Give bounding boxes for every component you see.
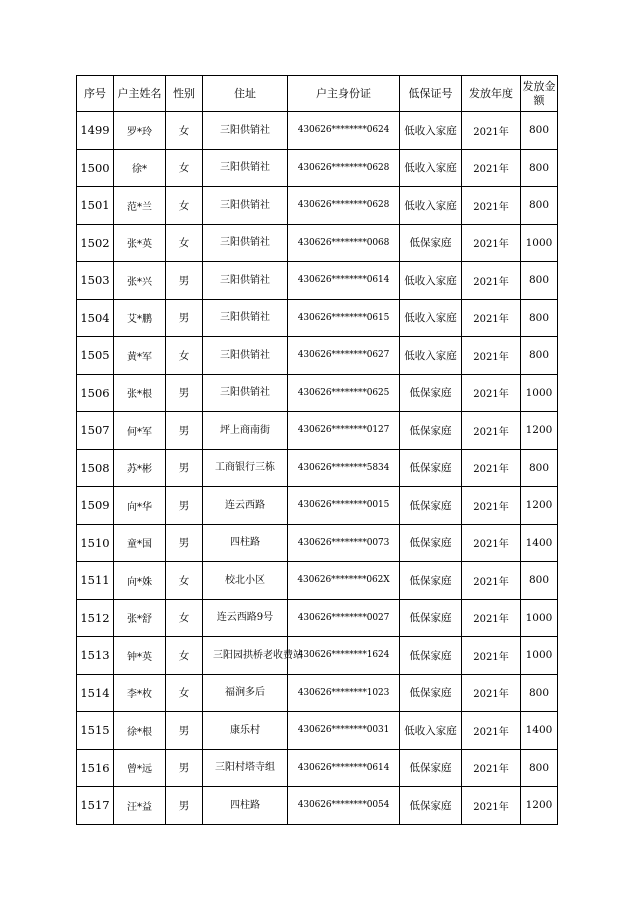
serial-number-cell: 1504 (77, 299, 114, 337)
table-row (77, 262, 558, 300)
address-cell (203, 599, 288, 637)
name-cell: 苏*彬 (114, 449, 166, 487)
id-number-cell: 430626********5834 (288, 449, 400, 487)
name-cell: 向*华 (114, 487, 166, 525)
address-text: 三阳供销社 (220, 312, 270, 324)
year-cell: 2021年 (462, 749, 521, 787)
id-number-cell: 430626********0624 (288, 112, 400, 150)
address-cell (203, 299, 288, 337)
serial-number-cell: 1503 (77, 262, 114, 300)
year-cell: 2021年 (462, 599, 521, 637)
serial-number-cell: 1508 (77, 449, 114, 487)
id-number-cell: 430626********0031 (288, 712, 400, 750)
name-cell: 张*兴 (114, 262, 166, 300)
gender-cell: 男 (166, 449, 203, 487)
header-serial-number: 序号 (77, 76, 114, 112)
certificate-type-cell: 低收入家庭 (400, 187, 462, 225)
address-cell (203, 749, 288, 787)
address-text: 三阳园拱桥老收费站 (213, 649, 303, 661)
address-cell (203, 787, 288, 825)
amount-cell: 800 (521, 562, 558, 600)
amount-cell: 1000 (521, 637, 558, 675)
header-row (77, 76, 558, 112)
amount-cell: 1000 (521, 374, 558, 412)
serial-number-cell: 1510 (77, 524, 114, 562)
gender-cell: 女 (166, 637, 203, 675)
address-cell (203, 374, 288, 412)
amount-cell: 1000 (521, 224, 558, 262)
gender-cell: 男 (166, 524, 203, 562)
address-cell (203, 712, 288, 750)
serial-number-cell: 1505 (77, 337, 114, 375)
name-cell: 童*国 (114, 524, 166, 562)
year-cell: 2021年 (462, 149, 521, 187)
table-row (77, 637, 558, 675)
certificate-type-cell: 低收入家庭 (400, 337, 462, 375)
serial-number-cell: 1511 (77, 562, 114, 600)
gender-cell: 女 (166, 224, 203, 262)
amount-cell: 800 (521, 112, 558, 150)
table-row (77, 374, 558, 412)
header-address: 住址 (203, 76, 288, 112)
year-cell: 2021年 (462, 787, 521, 825)
name-cell: 徐* (114, 149, 166, 187)
certificate-type-cell: 低保家庭 (400, 787, 462, 825)
gender-cell: 男 (166, 787, 203, 825)
gender-cell: 男 (166, 749, 203, 787)
address-text: 连云西路9号 (216, 612, 274, 624)
id-number-cell: 430626********0625 (288, 374, 400, 412)
table-row (77, 524, 558, 562)
year-cell: 2021年 (462, 637, 521, 675)
address-cell (203, 637, 303, 675)
address-text: 四柱路 (230, 537, 260, 549)
id-number-cell: 430626********0627 (288, 337, 400, 375)
certificate-type-cell: 低保家庭 (400, 749, 462, 787)
table-row (77, 674, 558, 712)
name-cell: 黄*军 (114, 337, 166, 375)
header-householder-name: 户主姓名 (114, 76, 166, 112)
serial-number-cell: 1502 (77, 224, 114, 262)
address-cell (203, 224, 288, 262)
year-cell: 2021年 (462, 412, 521, 450)
gender-cell: 女 (166, 187, 203, 225)
certificate-type-cell: 低保家庭 (400, 599, 462, 637)
table-row (77, 487, 558, 525)
gender-cell: 男 (166, 262, 203, 300)
year-cell: 2021年 (462, 337, 521, 375)
amount-cell: 1200 (521, 487, 558, 525)
id-number-cell: 430626********0614 (288, 262, 400, 300)
address-text: 坪上商南街 (220, 424, 270, 436)
address-cell (203, 449, 288, 487)
year-cell: 2021年 (462, 112, 521, 150)
name-cell: 曾*远 (114, 749, 166, 787)
table-row (77, 337, 558, 375)
address-cell (203, 262, 288, 300)
year-cell: 2021年 (462, 712, 521, 750)
id-number-cell: 430626********1624 (288, 637, 400, 675)
address-cell (203, 412, 288, 450)
address-text: 连云西路 (225, 499, 265, 511)
certificate-type-cell: 低收入家庭 (400, 299, 462, 337)
serial-number-cell: 1512 (77, 599, 114, 637)
certificate-type-cell: 低收入家庭 (400, 149, 462, 187)
id-number-cell: 430626********0615 (288, 299, 400, 337)
address-text: 工商银行三栋 (215, 462, 275, 474)
serial-number-cell: 1515 (77, 712, 114, 750)
table-row (77, 562, 558, 600)
serial-number-cell: 1513 (77, 637, 114, 675)
certificate-type-cell: 低保家庭 (400, 637, 462, 675)
certificate-type-cell: 低收入家庭 (400, 712, 462, 750)
serial-number-cell: 1516 (77, 749, 114, 787)
address-text: 三阳供销社 (220, 387, 270, 399)
id-number-cell: 430626********0027 (288, 599, 400, 637)
amount-cell: 1000 (521, 599, 558, 637)
amount-cell: 1400 (521, 712, 558, 750)
certificate-type-cell: 低保家庭 (400, 674, 462, 712)
amount-cell: 800 (521, 299, 558, 337)
gender-cell: 男 (166, 487, 203, 525)
address-text: 四柱路 (230, 799, 260, 811)
gender-cell: 女 (166, 599, 203, 637)
address-text: 三阳供销社 (220, 274, 270, 286)
address-text: 三阳供销社 (220, 237, 270, 249)
serial-number-cell: 1514 (77, 674, 114, 712)
id-number-cell: 430626********1023 (288, 674, 400, 712)
serial-number-cell: 1517 (77, 787, 114, 825)
certificate-type-cell: 低保家庭 (400, 224, 462, 262)
table-row (77, 187, 558, 225)
table-row (77, 112, 558, 150)
table-row (77, 449, 558, 487)
address-cell (203, 149, 288, 187)
address-cell (203, 337, 288, 375)
amount-cell: 800 (521, 262, 558, 300)
year-cell: 2021年 (462, 562, 521, 600)
certificate-type-cell: 低保家庭 (400, 374, 462, 412)
address-cell (203, 187, 288, 225)
year-cell: 2021年 (462, 487, 521, 525)
amount-cell: 1400 (521, 524, 558, 562)
gender-cell: 女 (166, 149, 203, 187)
name-cell: 钟*英 (114, 637, 166, 675)
id-number-cell: 430626********0054 (288, 787, 400, 825)
id-number-cell: 430626********0068 (288, 224, 400, 262)
table-row (77, 712, 558, 750)
id-number-cell: 430626********0073 (288, 524, 400, 562)
amount-cell: 800 (521, 449, 558, 487)
amount-cell: 1200 (521, 412, 558, 450)
header-id-number: 户主身份证 (288, 76, 400, 112)
amount-cell: 800 (521, 187, 558, 225)
amount-cell: 1200 (521, 787, 558, 825)
name-cell: 罗*玲 (114, 112, 166, 150)
address-text: 三阳供销社 (220, 349, 270, 361)
amount-cell: 800 (521, 149, 558, 187)
header-amount: 发放金额 (521, 76, 558, 112)
name-cell: 向*姝 (114, 562, 166, 600)
address-text: 康乐村 (230, 724, 260, 736)
id-number-cell: 430626********0015 (288, 487, 400, 525)
gender-cell: 女 (166, 562, 203, 600)
certificate-type-cell: 低保家庭 (400, 449, 462, 487)
gender-cell: 男 (166, 412, 203, 450)
serial-number-cell: 1499 (77, 112, 114, 150)
name-cell: 张*根 (114, 374, 166, 412)
certificate-type-cell: 低保家庭 (400, 487, 462, 525)
certificate-type-cell: 低保家庭 (400, 562, 462, 600)
certificate-type-cell: 低保家庭 (400, 524, 462, 562)
id-number-cell: 430626********0127 (288, 412, 400, 450)
id-number-cell: 430626********062X (288, 562, 400, 600)
address-text: 校北小区 (225, 574, 265, 586)
name-cell: 徐*根 (114, 712, 166, 750)
id-number-cell: 430626********0628 (288, 187, 400, 225)
year-cell: 2021年 (462, 524, 521, 562)
header-certificate-type: 低保证号 (400, 76, 462, 112)
name-cell: 张*舒 (114, 599, 166, 637)
gender-cell: 女 (166, 112, 203, 150)
table-row (77, 599, 558, 637)
address-cell (203, 487, 288, 525)
name-cell: 李*枚 (114, 674, 166, 712)
year-cell: 2021年 (462, 262, 521, 300)
gender-cell: 男 (166, 299, 203, 337)
year-cell: 2021年 (462, 374, 521, 412)
year-cell: 2021年 (462, 449, 521, 487)
serial-number-cell: 1507 (77, 412, 114, 450)
certificate-type-cell: 低保家庭 (400, 412, 462, 450)
header-gender: 性别 (166, 76, 203, 112)
serial-number-cell: 1506 (77, 374, 114, 412)
certificate-type-cell: 低收入家庭 (400, 262, 462, 300)
id-number-cell: 430626********0614 (288, 749, 400, 787)
table-row (77, 299, 558, 337)
gender-cell: 女 (166, 337, 203, 375)
amount-cell: 800 (521, 337, 558, 375)
table-row (77, 749, 558, 787)
year-cell: 2021年 (462, 674, 521, 712)
table-row (77, 149, 558, 187)
address-text: 三阳供销社 (220, 162, 270, 174)
relief-roster-table (76, 75, 558, 825)
gender-cell: 男 (166, 712, 203, 750)
id-number-cell: 430626********0628 (288, 149, 400, 187)
address-text: 三阳供销社 (220, 124, 270, 136)
certificate-type-cell: 低收入家庭 (400, 112, 462, 150)
table-row (77, 224, 558, 262)
name-cell: 艾*鹏 (114, 299, 166, 337)
gender-cell: 女 (166, 674, 203, 712)
address-text: 三阳供销社 (220, 199, 270, 211)
name-cell: 汪*益 (114, 787, 166, 825)
header-year: 发放年度 (462, 76, 521, 112)
name-cell: 张*英 (114, 224, 166, 262)
address-cell (203, 112, 288, 150)
name-cell: 何*军 (114, 412, 166, 450)
table-row (77, 787, 558, 825)
amount-cell: 800 (521, 674, 558, 712)
year-cell: 2021年 (462, 187, 521, 225)
address-cell (203, 524, 288, 562)
year-cell: 2021年 (462, 299, 521, 337)
serial-number-cell: 1509 (77, 487, 114, 525)
serial-number-cell: 1501 (77, 187, 114, 225)
year-cell: 2021年 (462, 224, 521, 262)
name-cell: 范*兰 (114, 187, 166, 225)
table-row (77, 412, 558, 450)
amount-cell: 800 (521, 749, 558, 787)
serial-number-cell: 1500 (77, 149, 114, 187)
address-cell (203, 674, 288, 712)
address-cell (203, 562, 288, 600)
address-text: 三阳村塔寺组 (215, 762, 275, 774)
gender-cell: 男 (166, 374, 203, 412)
address-text: 福涧多后 (225, 687, 265, 699)
